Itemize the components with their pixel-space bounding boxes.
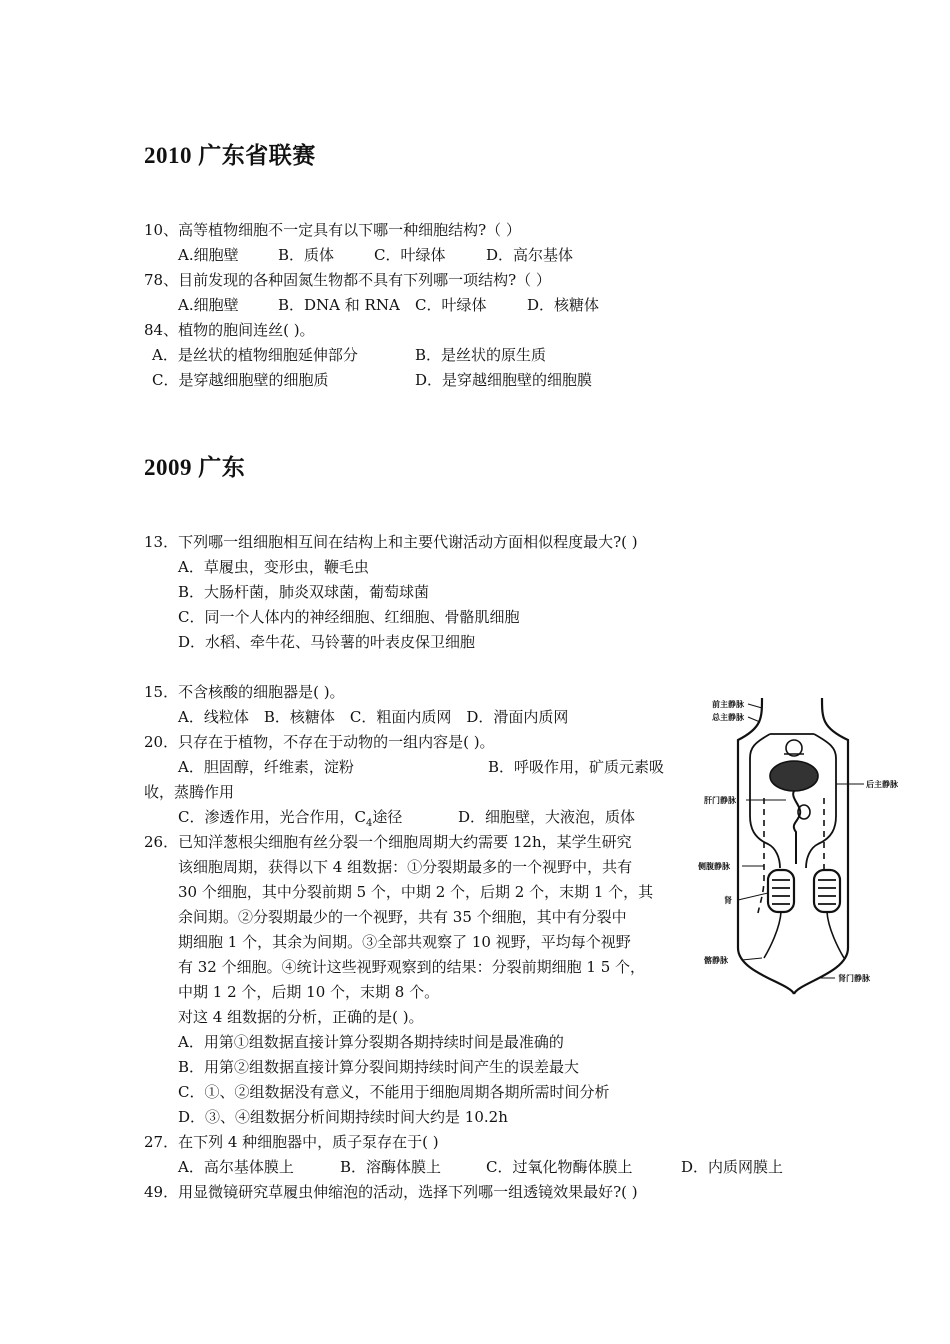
q26-line-6: 有 32 个细胞。④统计这些视野观察到的结果：分裂前期细胞 1 5 个，: [178, 958, 646, 976]
q78-stem: 78、目前发现的各种固氮生物都不具有下列哪一项结构?（ ）: [144, 271, 551, 289]
q26-line-7: 中期 1 2 个，后期 10 个，末期 8 个。: [178, 983, 440, 1001]
q27-stem: 27．在下列 4 种细胞器中，质子泵存在于( ): [144, 1133, 439, 1151]
q27-option-a: A．高尔基体膜上: [178, 1158, 294, 1176]
q15-stem: 15．不含核酸的细胞器是( )。: [144, 683, 345, 701]
q78-option-a: A.细胞壁: [178, 296, 239, 314]
leader-2: [748, 717, 760, 722]
label-common-cardinal-vein: 总主静脉: [712, 713, 744, 722]
q78-option-d: D．核糖体: [527, 296, 600, 314]
q20-stem: 20．只存在于植物，不存在于动物的一组内容是( )。: [144, 733, 495, 751]
q27-option-b: B．溶酶体膜上: [340, 1158, 442, 1176]
label-iliac-vein: 髂静脉: [704, 956, 728, 965]
q26-line-8: 对这 4 组数据的分析，正确的是( )。: [178, 1008, 424, 1026]
q26-option-b: B．用第②组数据直接计算分裂间期持续时间产生的误差最大: [178, 1058, 580, 1076]
q20-option-b-cont: 收，蒸腾作用: [144, 783, 235, 801]
q20-option-c-post: 途径: [372, 808, 403, 826]
q84-option-d: D．是穿越细胞壁的细胞膜: [415, 371, 593, 389]
q49-stem: 49．用显微镜研究草履虫伸缩泡的活动，选择下列哪一组透镜效果最好?( ): [144, 1183, 638, 1201]
q26-option-d: D．③、④组数据分析间期持续时间大约是 10.2h: [178, 1108, 508, 1126]
q13-option-d: D．水稻、牵牛花、马铃薯的叶表皮保卫细胞: [178, 633, 476, 651]
q26-option-c: C．①、②组数据没有意义，不能用于细胞周期各期所需时间分析: [178, 1083, 610, 1101]
q27-option-d: D．内质网膜上: [681, 1158, 784, 1176]
q13-stem: 13．下列哪一组细胞相互间在结构上和主要代谢活动方面相似程度最大?( ): [144, 533, 638, 551]
q26-option-a: A．用第①组数据直接计算分裂期各期持续时间是最准确的: [178, 1033, 564, 1051]
q27-option-c: C．过氧化物酶体膜上: [486, 1158, 633, 1176]
section-title-2010: 2010 广东省联赛: [144, 143, 316, 168]
label-hepatic-portal-vein: 肝门静脉: [704, 796, 736, 805]
q84-option-c: C．是穿越细胞壁的细胞质: [152, 371, 329, 389]
q26-line-4: 余间期。②分裂期最少的一个视野，共有 35 个细胞，其中有分裂中: [178, 908, 627, 926]
leader-1: [748, 704, 762, 708]
hepatic-portal-vessel: [793, 791, 800, 864]
q20-option-c: [178, 807, 402, 834]
leader-7: [742, 958, 762, 960]
q26-line-3: 30 个细胞，其中分裂前期 5 个，中期 2 个，后期 2 个，末期 1 个，其: [178, 883, 654, 901]
kidney-right-icon: [814, 870, 840, 912]
q84-stem: 84、植物的胞间连丝( )。: [144, 321, 315, 339]
q20-option-a: A．胆固醇，纤维素，淀粉: [178, 758, 354, 776]
q20-option-c-sub: 4: [365, 818, 373, 829]
q10-stem: 10、高等植物细胞不一定具有以下哪一种细胞结构?（ ）: [144, 221, 521, 239]
liver-icon: [770, 761, 818, 791]
q84-option-b: B．是丝状的原生质: [415, 346, 547, 364]
q10-option-a: A.细胞壁: [178, 246, 239, 264]
q26-line-2: 该细胞周期，获得以下 4 组数据：①分裂期最多的一个视野中，共有: [178, 858, 633, 876]
label-renal-portal-vein: 肾门静脉: [838, 974, 870, 983]
label-posterior-cardinal-vein: 后主静脉: [866, 780, 898, 789]
q78-option-c: C．叶绿体: [415, 296, 487, 314]
iliac-veins: [764, 912, 844, 958]
venous-system-diagram: [690, 688, 922, 998]
q13-option-a: A．草履虫，变形虫，鞭毛虫: [178, 558, 369, 576]
vein-right-upper: [806, 734, 836, 868]
q20-option-d: D．细胞壁，大液泡，质体: [458, 808, 636, 826]
q78-option-b: B．DNA 和 RNA: [278, 296, 400, 314]
q84-option-a: A．是丝状的植物细胞延伸部分: [152, 346, 358, 364]
q20-option-b: B．呼吸作用，矿质元素吸: [488, 758, 665, 776]
q10-option-c: C．叶绿体: [374, 246, 446, 264]
label-kidney: 肾: [724, 896, 732, 905]
label-lateral-abdominal-vein: 侧腹静脉: [698, 862, 730, 871]
vein-left-upper: [750, 734, 780, 868]
q13-option-b: B．大肠杆菌，肺炎双球菌，葡萄球菌: [178, 583, 430, 601]
q15-options: A．线粒体 B．核糖体 C．粗面内质网 D．滑面内质网: [178, 708, 569, 726]
label-anterior-cardinal-vein: 前主静脉: [712, 700, 744, 709]
q13-option-c: C．同一个人体内的神经细胞、红细胞、骨骼肌细胞: [178, 608, 520, 626]
q10-option-b: B．质体: [278, 246, 335, 264]
q20-option-c-pre: C．渗透作用，光合作用，C: [178, 808, 366, 826]
q26-line-5: 期细胞 1 个，其余为间期。③全部共观察了 10 视野，平均每个视野: [178, 933, 631, 951]
lateral-vein-left: [758, 798, 764, 913]
body-outline-left: [738, 698, 794, 994]
section-title-2009: 2009 广东: [144, 455, 246, 480]
q26-line-1: 26．已知洋葱根尖细胞有丝分裂一个细胞周期大约需要 12h，某学生研究: [144, 833, 632, 851]
kidney-left-icon: [768, 870, 794, 912]
leader-6: [738, 893, 768, 900]
q10-option-d: D．高尔基体: [486, 246, 574, 264]
